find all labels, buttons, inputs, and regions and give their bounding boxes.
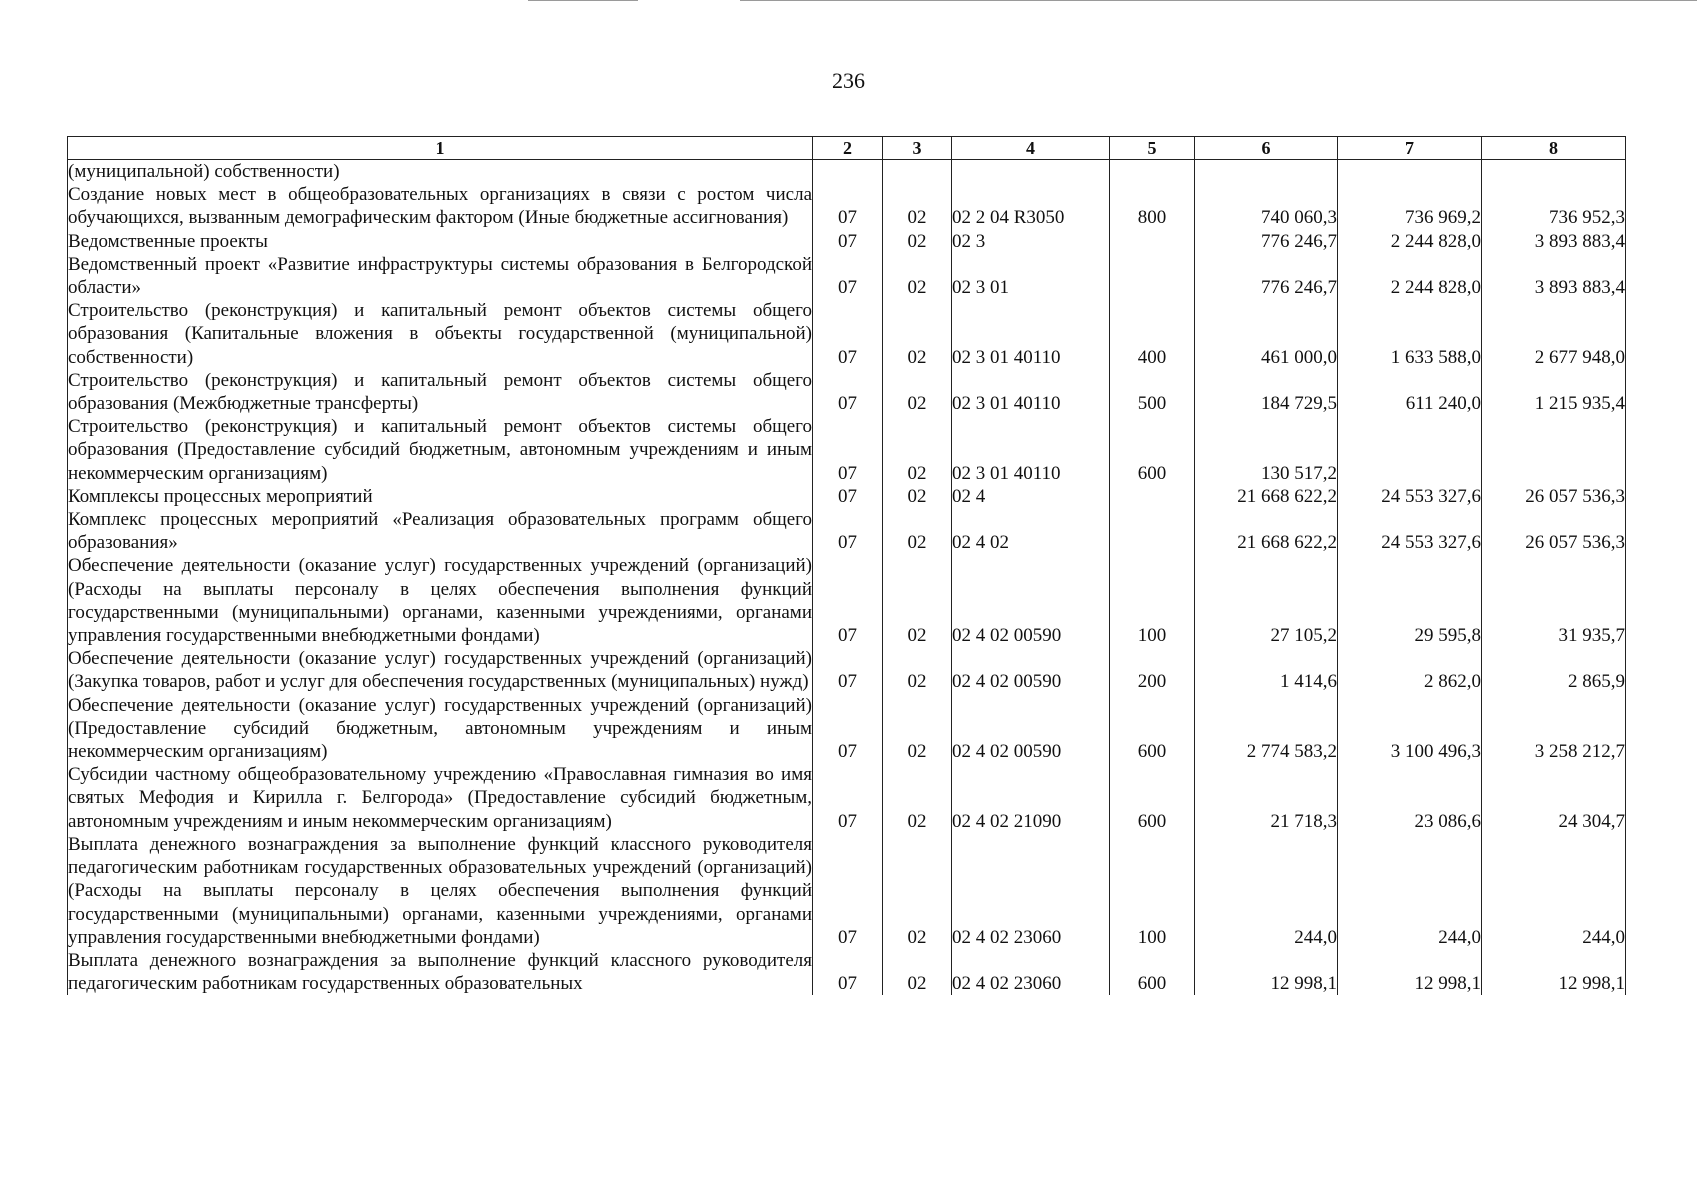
row-description: Комплексы процессных мероприятий	[68, 485, 813, 508]
subsection-code: 02	[883, 183, 952, 229]
column-header: 7	[1338, 137, 1482, 160]
table-row	[68, 415, 1626, 485]
target-article-code: 02 4 02 00590	[952, 647, 1110, 693]
amount-year-2: 611 240,0	[1338, 369, 1482, 415]
amount-year-1	[1195, 160, 1338, 184]
table-row	[68, 694, 1626, 764]
amount-year-2: 12 998,1	[1338, 949, 1482, 995]
section-code: 07	[813, 554, 883, 647]
amount-year-3: 3 893 883,4	[1482, 230, 1626, 253]
row-description: Строительство (реконструкция) и капитальный ремонт объектов системы общего образования (Межбюджетные трансферты)	[68, 369, 812, 415]
table-row	[68, 160, 1626, 184]
amount-year-3: 26 057 536,3	[1482, 508, 1626, 554]
row-description: Обеспечение деятельности (оказание услуг) государственных учреждений (организаций) (Закупка товаров, работ и услуг для обеспечения государственных (муниципальных) нужд)	[68, 648, 812, 693]
amount-year-3	[1482, 415, 1626, 485]
expense-type-code	[1110, 485, 1195, 508]
amount-year-2: 24 553 327,6	[1338, 485, 1482, 508]
subsection-code	[883, 160, 952, 184]
subsection-code: 02	[883, 230, 952, 253]
table-row	[68, 183, 1626, 229]
target-article-code: 02 3 01 40110	[952, 299, 1110, 369]
column-header: 3	[883, 137, 952, 160]
row-description: Обеспечение деятельности (оказание услуг) государственных учреждений (организаций) (Расходы на выплаты персоналу в целях обеспечения выполнения функций государственными (муниципальными) органами, казенными учреждениями, органами управления государственными внебюджетными фондами)	[68, 555, 812, 647]
expense-type-code	[1110, 230, 1195, 253]
subsection-code: 02	[883, 647, 952, 693]
amount-year-1: 740 060,3	[1195, 183, 1338, 229]
table-row	[68, 508, 1626, 554]
expense-type-code: 200	[1110, 647, 1195, 693]
amount-year-1: 27 105,2	[1195, 554, 1338, 647]
row-description: Ведомственный проект «Развитие инфраструктуры системы образования в Белгородской области»	[68, 253, 812, 299]
amount-year-3: 26 057 536,3	[1482, 485, 1626, 508]
amount-year-2	[1338, 160, 1482, 184]
target-article-code: 02 3	[952, 230, 1110, 253]
table-row	[68, 485, 1626, 508]
subsection-code: 02	[883, 833, 952, 949]
target-article-code: 02 4 02 00590	[952, 554, 1110, 647]
page-number: 236	[832, 68, 865, 93]
target-article-code: 02 3 01	[952, 253, 1110, 299]
table-row	[68, 230, 1626, 253]
target-article-code: 02 4 02 23060	[952, 949, 1110, 995]
expense-type-code: 500	[1110, 369, 1195, 415]
amount-year-1: 2 774 583,2	[1195, 694, 1338, 764]
section-code: 07	[813, 833, 883, 949]
section-code: 07	[813, 949, 883, 995]
section-code: 07	[813, 647, 883, 693]
expense-type-code: 400	[1110, 299, 1195, 369]
table-row	[68, 554, 1626, 647]
amount-year-3: 2 865,9	[1482, 647, 1626, 693]
column-header: 5	[1110, 137, 1195, 160]
column-header: 6	[1195, 137, 1338, 160]
subsection-code: 02	[883, 415, 952, 485]
subsection-code: 02	[883, 369, 952, 415]
table-row	[68, 763, 1626, 833]
row-description: Обеспечение деятельности (оказание услуг) государственных учреждений (организаций) (Предоставление субсидий бюджетным, автономным учреждениям и иным некоммерческим организациям)	[68, 694, 812, 763]
amount-year-1: 776 246,7	[1195, 253, 1338, 299]
section-code: 07	[813, 415, 883, 485]
table-row	[68, 833, 1626, 949]
amount-year-3: 12 998,1	[1482, 949, 1626, 995]
expense-type-code	[1110, 253, 1195, 299]
amount-year-3	[1482, 160, 1626, 184]
subsection-code: 02	[883, 763, 952, 833]
table-row	[68, 299, 1626, 369]
amount-year-2	[1338, 415, 1482, 485]
amount-year-3: 3 258 212,7	[1482, 694, 1626, 764]
amount-year-2: 244,0	[1338, 833, 1482, 949]
column-header: 1	[68, 137, 813, 160]
subsection-code: 02	[883, 554, 952, 647]
table-row	[68, 647, 1626, 693]
scan-artifact-line	[740, 0, 1697, 1]
table-row	[68, 253, 1626, 299]
amount-year-2: 2 862,0	[1338, 647, 1482, 693]
amount-year-1: 244,0	[1195, 833, 1338, 949]
expense-type-code: 600	[1110, 949, 1195, 995]
expense-type-code: 100	[1110, 554, 1195, 647]
subsection-code: 02	[883, 508, 952, 554]
amount-year-2: 29 595,8	[1338, 554, 1482, 647]
amount-year-2: 1 633 588,0	[1338, 299, 1482, 369]
subsection-code: 02	[883, 694, 952, 764]
column-header: 8	[1482, 137, 1626, 160]
section-code: 07	[813, 253, 883, 299]
target-article-code	[952, 160, 1110, 184]
amount-year-1: 776 246,7	[1195, 230, 1338, 253]
row-description: Субсидии частному общеобразовательному учреждению «Православная гимназия во имя святых Мефодия и Кирилла г. Белгорода» (Предоставление субсидий бюджетным, автономным учреждениям и иным некоммерческим организациям)	[68, 764, 812, 832]
amount-year-3: 736 952,3	[1482, 183, 1626, 229]
section-code	[813, 160, 883, 184]
section-code: 07	[813, 183, 883, 229]
row-description: Создание новых мест в общеобразовательных организациях в связи с ростом числа обучающихся, вызванным демографическим фактором (Иные бюджетные ассигнования)	[68, 184, 812, 229]
expense-type-code: 100	[1110, 833, 1195, 949]
table-row	[68, 949, 1626, 995]
amount-year-1: 184 729,5	[1195, 369, 1338, 415]
section-code: 07	[813, 508, 883, 554]
column-header: 4	[952, 137, 1110, 160]
expense-type-code	[1110, 160, 1195, 184]
row-description: Выплата денежного вознаграждения за выполнение функций классного руководителя педагогическим работникам государственных образовательных	[68, 949, 812, 995]
amount-year-1: 12 998,1	[1195, 949, 1338, 995]
amount-year-1: 461 000,0	[1195, 299, 1338, 369]
section-code: 07	[813, 369, 883, 415]
target-article-code: 02 4	[952, 485, 1110, 508]
row-description: Комплекс процессных мероприятий «Реализация образовательных программ общего образования»	[68, 509, 812, 554]
amount-year-1: 21 668 622,2	[1195, 508, 1338, 554]
subsection-code: 02	[883, 299, 952, 369]
section-code: 07	[813, 299, 883, 369]
amount-year-1: 21 718,3	[1195, 763, 1338, 833]
subsection-code: 02	[883, 253, 952, 299]
scan-artifact-line	[528, 0, 638, 1]
expense-type-code: 600	[1110, 415, 1195, 485]
column-header: 2	[813, 137, 883, 160]
amount-year-1: 130 517,2	[1195, 415, 1338, 485]
target-article-code: 02 4 02 21090	[952, 763, 1110, 833]
amount-year-3: 244,0	[1482, 833, 1626, 949]
amount-year-3: 1 215 935,4	[1482, 369, 1626, 415]
table-row	[68, 369, 1626, 415]
row-description: Ведомственные проекты	[68, 230, 813, 253]
target-article-code: 02 4 02 00590	[952, 694, 1110, 764]
target-article-code: 02 3 01 40110	[952, 415, 1110, 485]
amount-year-3: 3 893 883,4	[1482, 253, 1626, 299]
amount-year-2: 3 100 496,3	[1338, 694, 1482, 764]
target-article-code: 02 2 04 R3050	[952, 183, 1110, 229]
amount-year-3: 2 677 948,0	[1482, 299, 1626, 369]
row-description: Строительство (реконструкция) и капитальный ремонт объектов системы общего образования (Предоставление субсидий бюджетным, автономным учреждениям и иным некоммерческим организациям)	[68, 416, 812, 484]
subsection-code: 02	[883, 485, 952, 508]
amount-year-3: 24 304,7	[1482, 763, 1626, 833]
expense-type-code: 600	[1110, 694, 1195, 764]
expense-type-code: 800	[1110, 183, 1195, 229]
amount-year-2: 2 244 828,0	[1338, 230, 1482, 253]
row-description: Строительство (реконструкция) и капитальный ремонт объектов системы общего образования (Капитальные вложения в объекты государственной (муниципальной) собственности)	[68, 300, 812, 368]
table-header-row	[68, 137, 1626, 160]
expense-type-code	[1110, 508, 1195, 554]
amount-year-1: 21 668 622,2	[1195, 485, 1338, 508]
amount-year-2: 24 553 327,6	[1338, 508, 1482, 554]
section-code: 07	[813, 763, 883, 833]
row-description: Выплата денежного вознаграждения за выполнение функций классного руководителя педагогическим работникам государственных образовательных учреждений (организаций) (Расходы на выплаты персоналу в целях обеспечения выполнения функций государственными (муниципальными) органами, казенными учреждениями, органами управления государственными внебюджетными фондами)	[68, 833, 812, 948]
section-code: 07	[813, 694, 883, 764]
expense-type-code: 600	[1110, 763, 1195, 833]
section-code: 07	[813, 230, 883, 253]
amount-year-3: 31 935,7	[1482, 554, 1626, 647]
amount-year-2: 736 969,2	[1338, 183, 1482, 229]
target-article-code: 02 4 02 23060	[952, 833, 1110, 949]
amount-year-2: 23 086,6	[1338, 763, 1482, 833]
amount-year-1: 1 414,6	[1195, 647, 1338, 693]
section-code: 07	[813, 485, 883, 508]
budget-table	[67, 136, 1626, 995]
row-description: (муниципальной) собственности)	[68, 160, 813, 184]
target-article-code: 02 4 02	[952, 508, 1110, 554]
subsection-code: 02	[883, 949, 952, 995]
target-article-code: 02 3 01 40110	[952, 369, 1110, 415]
amount-year-2: 2 244 828,0	[1338, 253, 1482, 299]
